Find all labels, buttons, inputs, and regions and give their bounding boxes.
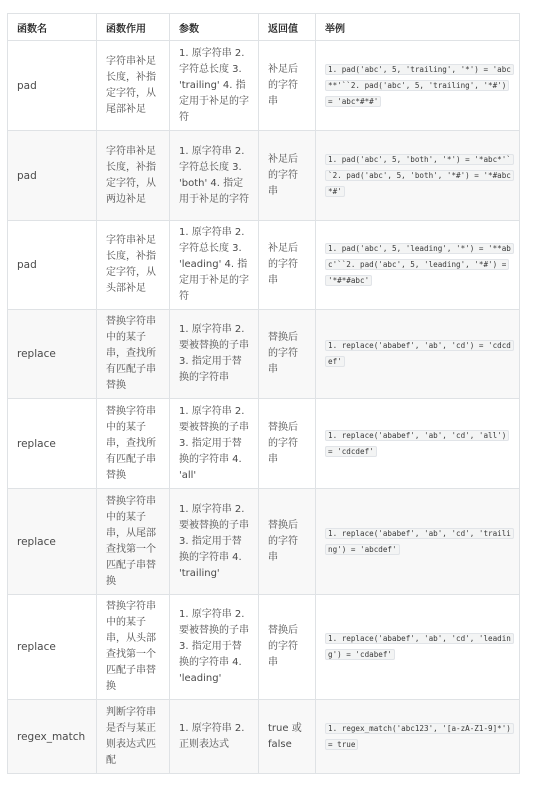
- table-row: [8, 131, 520, 221]
- header-function-purpose: 函数作用: [97, 14, 170, 41]
- example-code: 1. replace('ababef', 'ab', 'cd', 'leading') = 'cdabef': [325, 633, 514, 660]
- table-row: [8, 310, 520, 399]
- function-name-cell: replace: [8, 399, 97, 489]
- function-name-cell: pad: [8, 41, 97, 131]
- example-code: 1. pad('abc', 5, 'trailing', '*') = 'abc**'``2. pad('abc', 5, 'trailing', '*#') = 'abc*#*#': [325, 64, 514, 107]
- return-value-cell: 替换后的字符串: [259, 399, 316, 489]
- function-purpose-cell: 替换字符串中的某子串，查找所有匹配子串替换: [97, 399, 170, 489]
- return-value-cell: 补足后的字符串: [259, 41, 316, 131]
- return-value-cell: 替换后的字符串: [259, 489, 316, 595]
- parameters-cell: 1. 原字符串 2. 正则表达式: [170, 700, 259, 774]
- function-name-cell: pad: [8, 221, 97, 310]
- header-example: 举例: [316, 14, 520, 41]
- table-row: [8, 595, 520, 700]
- example-cell: [316, 310, 520, 399]
- example-cell: [316, 131, 520, 221]
- table-row: [8, 399, 520, 489]
- function-purpose-cell: 字符串补足长度，补指定字符，从头部补足: [97, 221, 170, 310]
- table-row: [8, 221, 520, 310]
- example-cell: [316, 399, 520, 489]
- function-purpose-cell: 替换字符串中的某子串，查找所有匹配子串替换: [97, 310, 170, 399]
- function-purpose-cell: 判断字符串是否与某正则表达式匹配: [97, 700, 170, 774]
- return-value-cell: 补足后的字符串: [259, 221, 316, 310]
- example-code: 1. regex_match('abc123', '[a-zA-Z1-9]*') = true: [325, 723, 514, 750]
- header-parameters: 参数: [170, 14, 259, 41]
- parameters-cell: 1. 原字符串 2. 要被替换的子串 3. 指定用于替换的字符串 4. 'trailing': [170, 489, 259, 595]
- function-purpose-cell: 字符串补足长度，补指定字符，从两边补足: [97, 131, 170, 221]
- function-purpose-cell: 替换字符串中的某子串，从头部查找第一个匹配子串替换: [97, 595, 170, 700]
- parameters-cell: 1. 原字符串 2. 字符总长度 3. 'leading' 4. 指定用于补足的字符: [170, 221, 259, 310]
- example-cell: [316, 489, 520, 595]
- example-code: 1. pad('abc', 5, 'both', '*') = '*abc*'``2. pad('abc', 5, 'both', '*#') = '*#abc*#': [325, 154, 514, 197]
- parameters-cell: 1. 原字符串 2. 要被替换的子串 3. 指定用于替换的字符串: [170, 310, 259, 399]
- return-value-cell: true 或 false: [259, 700, 316, 774]
- example-cell: [316, 700, 520, 774]
- function-name-cell: replace: [8, 489, 97, 595]
- parameters-cell: 1. 原字符串 2. 要被替换的子串 3. 指定用于替换的字符串 4. 'all': [170, 399, 259, 489]
- example-cell: [316, 41, 520, 131]
- example-code: 1. replace('ababef', 'ab', 'cd') = 'cdcdef': [325, 340, 514, 367]
- function-name-cell: replace: [8, 310, 97, 399]
- example-cell: [316, 595, 520, 700]
- table-header-row: [8, 14, 520, 41]
- function-table: [7, 13, 520, 774]
- example-code: 1. replace('ababef', 'ab', 'cd', 'trailing') = 'abcdef': [325, 528, 514, 555]
- function-name-cell: regex_match: [8, 700, 97, 774]
- function-name-cell: replace: [8, 595, 97, 700]
- function-purpose-cell: 替换字符串中的某子串，从尾部查找第一个匹配子串替换: [97, 489, 170, 595]
- function-purpose-cell: 字符串补足长度，补指定字符，从尾部补足: [97, 41, 170, 131]
- table-row: [8, 489, 520, 595]
- return-value-cell: 替换后的字符串: [259, 595, 316, 700]
- header-function-name: 函数名: [8, 14, 97, 41]
- table-row: [8, 700, 520, 774]
- return-value-cell: 补足后的字符串: [259, 131, 316, 221]
- function-name-cell: pad: [8, 131, 97, 221]
- example-code: 1. replace('ababef', 'ab', 'cd', 'all') = 'cdcdef': [325, 430, 509, 457]
- example-cell: [316, 221, 520, 310]
- table-row: [8, 41, 520, 131]
- parameters-cell: 1. 原字符串 2. 要被替换的子串 3. 指定用于替换的字符串 4. 'leading': [170, 595, 259, 700]
- return-value-cell: 替换后的字符串: [259, 310, 316, 399]
- parameters-cell: 1. 原字符串 2. 字符总长度 3. 'both' 4. 指定用于补足的字符: [170, 131, 259, 221]
- header-return-value: 返回值: [259, 14, 316, 41]
- example-code: 1. pad('abc', 5, 'leading', '*') = '**abc'``2. pad('abc', 5, 'leading', '*#') = '*#*#abc': [325, 243, 514, 286]
- parameters-cell: 1. 原字符串 2. 字符总长度 3. 'trailing' 4. 指定用于补足的字符: [170, 41, 259, 131]
